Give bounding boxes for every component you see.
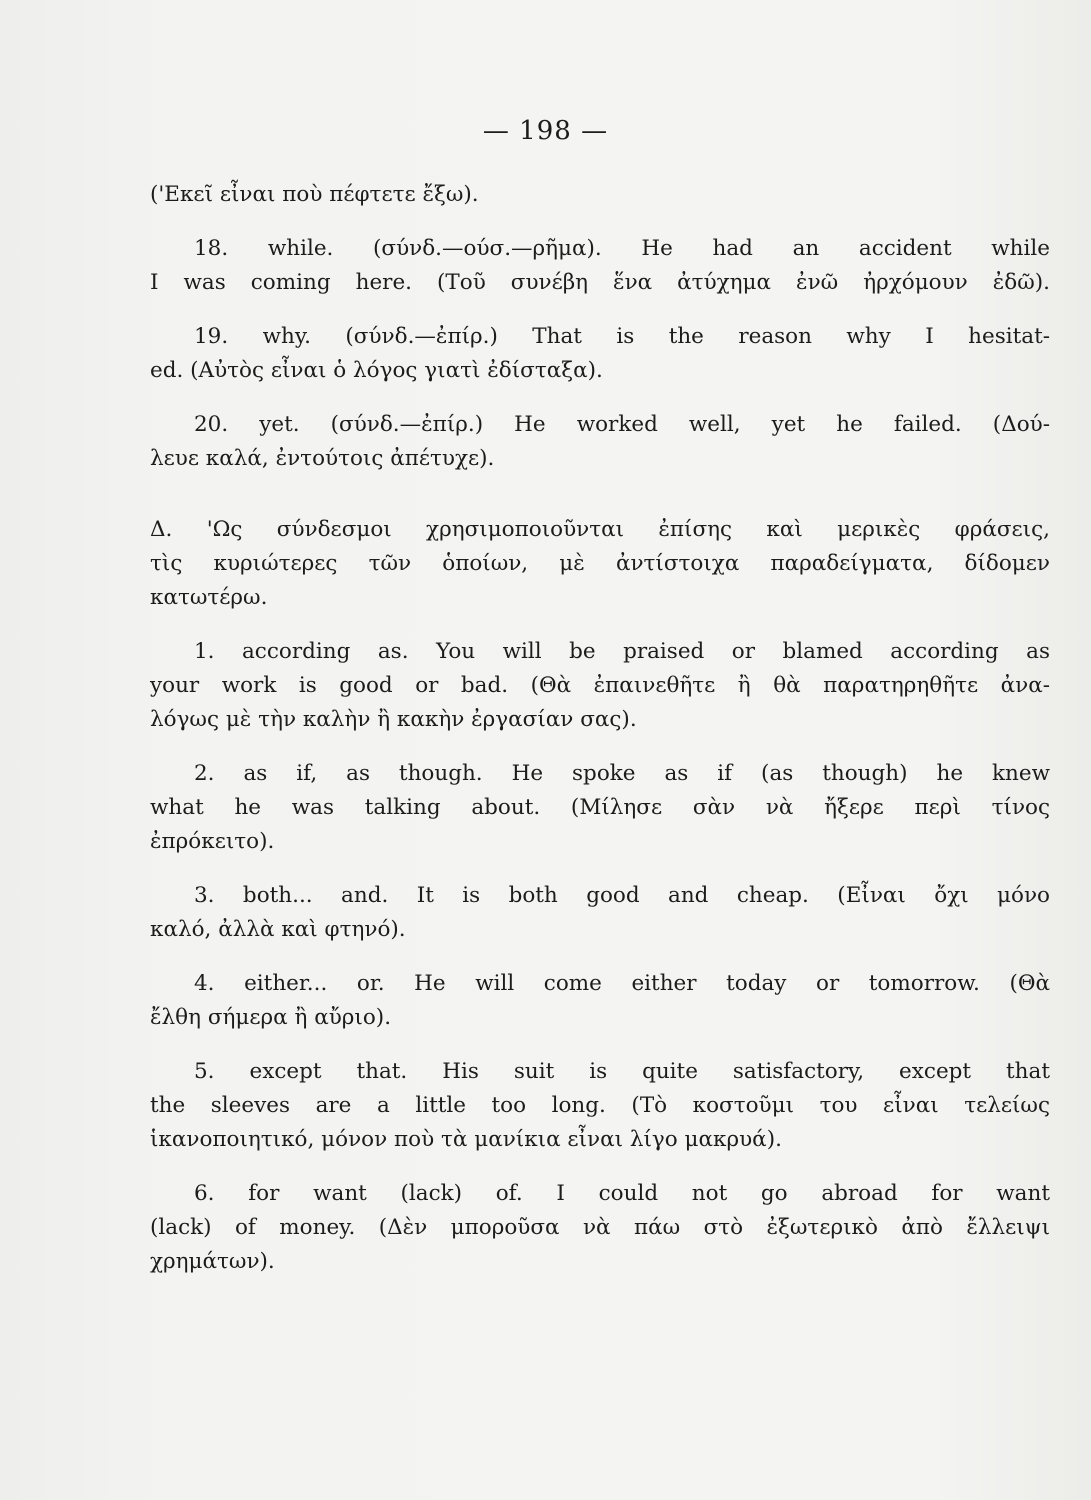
entry-2-line-3: ἐπρόκειτο). — [150, 829, 275, 854]
entry-1-line-3: λόγως μὲ τὴν καλὴν ἢ κακὴν ἐργασίαν σας). — [150, 707, 637, 732]
text-line: ('Εκεῖ εἶναι ποὺ πέφτετε ἔξω). — [150, 182, 479, 207]
entry-5-line-1: 5. except that. His suit is quite satisfactory, except that — [194, 1059, 1050, 1084]
entry-5-line-2: the sleeves are a little too long. (Τὸ κοστοῦμι του εἶναι τελείως — [150, 1093, 1050, 1118]
section-delta-line-3: κατωτέρω. — [150, 585, 268, 610]
entry-3-line-1: 3. both... and. It is both good and cheap. (Εἶναι ὄχι μόνο — [194, 883, 1050, 908]
entry-18-line-1: 18. while. (σύνδ.—ούσ.—ρῆμα). He had an accident while — [194, 236, 1050, 261]
page-body — [150, 178, 1050, 1279]
entry-4-line-2: ἔλθη σήμερα ἢ αὔριο). — [150, 1005, 392, 1030]
section-delta-line-1: Δ. 'Ως σύνδεσμοι χρησιμοποιοῦνται ἐπίσης καὶ μερικὲς φράσεις, — [150, 517, 1050, 542]
entry-19-line-2: ed. (Αὐτὸς εἶναι ὁ λόγος γιατὶ ἐδίσταξα). — [150, 358, 603, 383]
entry-1-line-1: 1. according as. You will be praised or blamed according as — [194, 639, 1050, 664]
entry-20-line-2: λευε καλά, ἐντούτοις ἀπέτυχε). — [150, 446, 495, 471]
page-number: — 198 — — [482, 116, 609, 146]
entry-2-line-1: 2. as if, as though. He spoke as if (as though) he knew — [194, 761, 1050, 786]
entry-2-line-2: what he was talking about. (Μίλησε σὰν νὰ ἤξερε περὶ τίνος — [150, 795, 1050, 820]
entry-4-line-1: 4. either... or. He will come either today or tomorrow. (Θὰ — [194, 971, 1050, 996]
section-delta-line-2: τὶς κυριώτερες τῶν ὁποίων, μὲ ἀντίστοιχα παραδείγματα, δίδομεν — [150, 551, 1050, 576]
entry-6-line-2: (lack) of money. (Δὲν μποροῦσα νὰ πάω στὸ ἐξωτερικὸ ἀπὸ ἔλλειψι — [150, 1215, 1050, 1240]
entry-1-line-2: your work is good or bad. (Θὰ ἐπαινεθῆτε ἢ θὰ παρατηρηθῆτε ἀνα- — [150, 673, 1050, 698]
entry-18-line-2: I was coming here. (Τοῦ συνέβη ἕνα ἀτύχημα ἐνῶ ἠρχόμουν ἐδῶ). — [150, 270, 1050, 295]
entry-20-line-1: 20. yet. (σύνδ.—ἐπίρ.) He worked well, yet he failed. (Δού- — [194, 412, 1050, 437]
entry-6-line-3: χρημάτων). — [150, 1249, 275, 1274]
entry-3-line-2: καλό, ἀλλὰ καὶ φτηνό). — [150, 917, 406, 942]
entry-19-line-1: 19. why. (σύνδ.—ἐπίρ.) That is the reason why I hesitat- — [194, 324, 1050, 349]
entry-6-line-1: 6. for want (lack) of. I could not go abroad for want — [194, 1181, 1050, 1206]
entry-5-line-3: ἱκανοποιητικό, μόνον ποὺ τὰ μανίκια εἶναι λίγο μακρυά). — [150, 1127, 782, 1152]
